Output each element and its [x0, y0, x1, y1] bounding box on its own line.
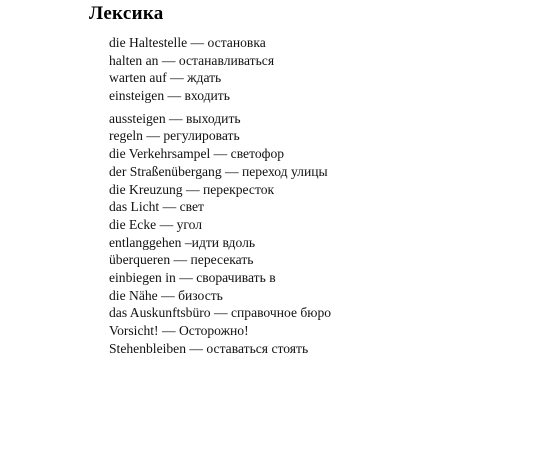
vocab-item: entlanggehen –идти вдоль — [109, 234, 256, 250]
vocab-item: der Straßenübergang — переход улицы — [109, 163, 328, 179]
vocab-item: aussteigen — выходить — [109, 110, 241, 126]
vocab-item: das Auskunftsbüro — справочное бюро — [109, 305, 332, 321]
vocab-item: einsteigen — входить — [109, 88, 230, 104]
vocab-item: die Kreuzung — перекресток — [109, 181, 275, 197]
vocab-item: die Nähe — бизость — [109, 287, 223, 303]
vocab-item: überqueren — пересекать — [109, 252, 254, 268]
vocab-item: die Ecke — угол — [109, 216, 202, 232]
vocab-item: die Haltestelle — остановка — [109, 35, 266, 50]
vocabulary-list — [109, 34, 331, 357]
vocab-item: das Licht — свет — [109, 199, 204, 215]
vocab-item: warten auf — ждать — [109, 70, 222, 86]
vocab-item: die Verkehrsampel — светофор — [109, 146, 285, 162]
vocab-item: halten an — останавливаться — [109, 52, 275, 68]
page-title: Лексика — [89, 3, 164, 24]
vocab-item: einbiegen in — сворачивать в — [109, 269, 276, 285]
vocab-item: Vorsicht! — Осторожно! — [109, 323, 249, 338]
vocab-item: Stehenbleiben — оставаться стоять — [109, 340, 309, 356]
vocab-item: regeln — регулировать — [109, 128, 240, 144]
